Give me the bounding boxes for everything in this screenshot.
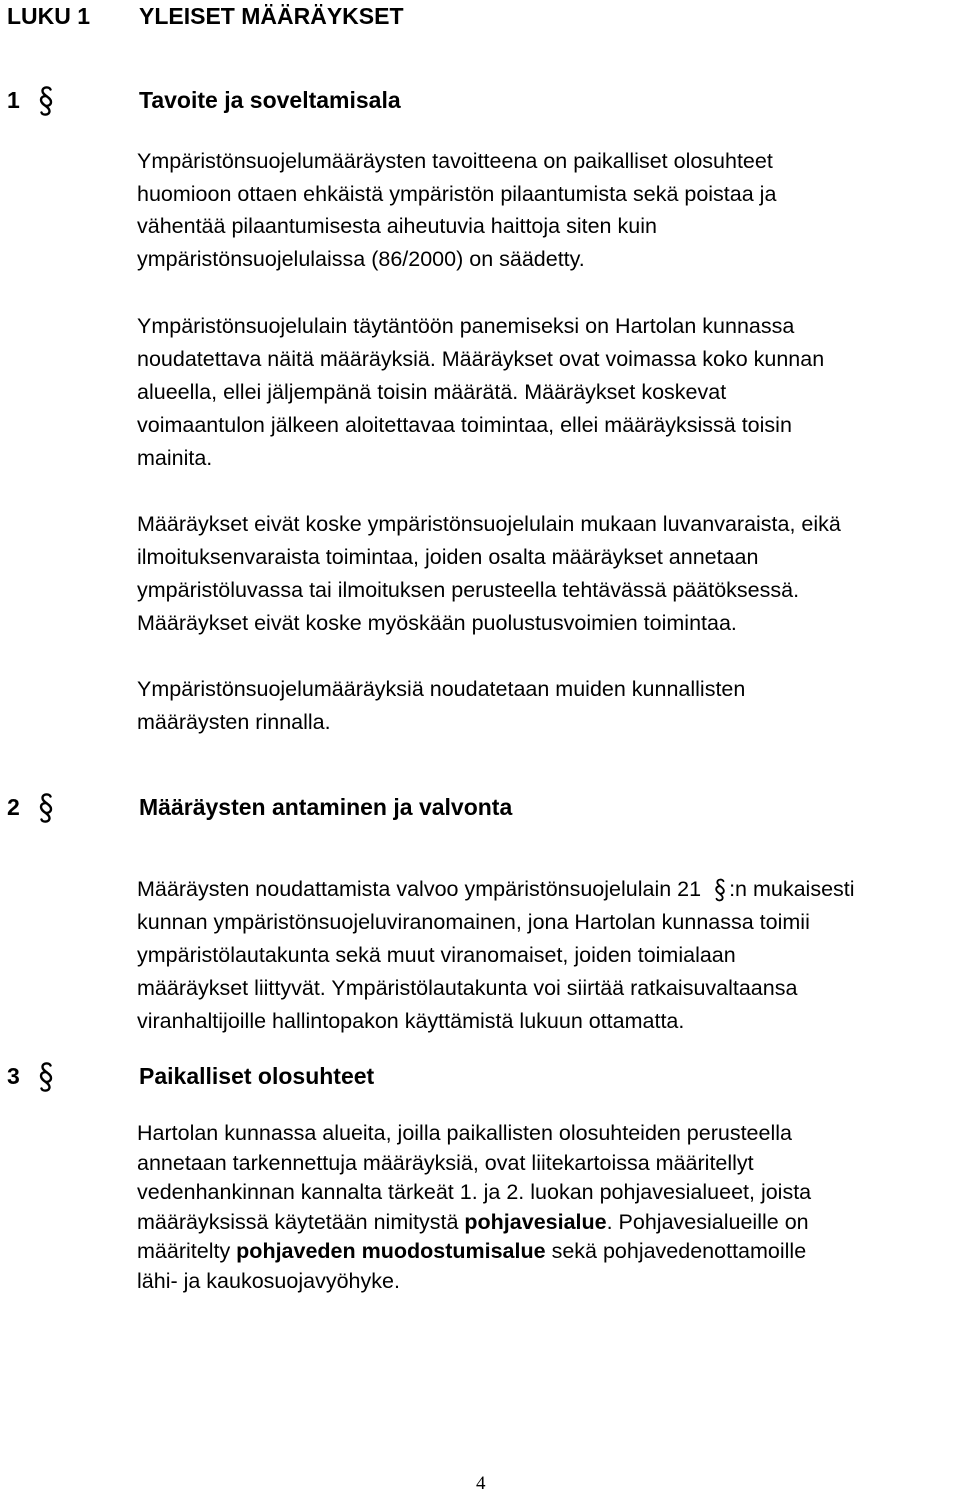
text-line [137, 1237, 811, 1267]
section-1-number: 1 [7, 87, 20, 113]
section-2-title: Määräysten antaminen ja valvonta [139, 794, 513, 820]
bold-term: pohjaveden muodostumisalue [236, 1239, 546, 1263]
text-line: Hartolan kunnassa alueita, joilla paikallisten olosuhteiden perusteella [137, 1121, 792, 1145]
text-fragment: sekä pohjavedenottamoille [545, 1239, 807, 1263]
chapter-title: YLEISET MÄÄRÄYKSET [139, 3, 404, 29]
text-line: ympäristöluvassa tai ilmoituksen perusteella tehtävässä päätöksessä. [137, 578, 800, 602]
text-line: määräykset liittyvät. Ympäristölautakunta voi siirtää ratkaisuvaltaansa [137, 976, 798, 1000]
text-line: lähi- ja kaukosuojavyöhyke. [137, 1268, 400, 1293]
text-line [137, 1208, 811, 1238]
bold-term: pohjavesialue [464, 1209, 607, 1234]
text-line: kunnan ympäristönsuojeluviranomainen, jona Hartolan kunnassa toimii [137, 910, 810, 934]
text-fragment: määritelty [137, 1239, 237, 1263]
text-fragment: määräyksissä käytetään nimitystä [137, 1209, 465, 1234]
text-fragment: Määräysten noudattamista valvoo ympäristönsuojelulain 21 [137, 877, 702, 901]
text-line: ympäristönsuojelulaissa (86/2000) on säädetty. [137, 246, 585, 271]
section-2-number: 2 [7, 794, 20, 820]
text-line: vähentää pilaantumisesta aiheutuvia haittoja siten kuin [137, 214, 657, 238]
chapter-number: LUKU 1 [7, 3, 91, 29]
text-line [137, 873, 855, 906]
section-sign-icon [38, 84, 54, 123]
text-line: määräysten rinnalla. [137, 710, 331, 734]
text-line: Määräykset eivät koske ympäristönsuojelulain mukaan luvanvaraista, eikä [137, 512, 841, 536]
text-line: mainita. [137, 446, 213, 470]
section-3-title: Paikalliset olosuhteet [139, 1063, 375, 1089]
text-line: ympäristölautakunta sekä muut viranomaiset, joiden toimialaan [137, 943, 736, 967]
text-line: viranhaltijoille hallintopakon käyttämistä lukuun ottamatta. [137, 1009, 685, 1033]
text-fragment: . Pohjavesialueille on [606, 1209, 809, 1234]
section-3-number: 3 [7, 1063, 20, 1089]
section-sign-icon [713, 877, 727, 901]
text-fragment: :n mukaisesti [729, 877, 855, 901]
section-1-title: Tavoite ja soveltamisala [139, 87, 401, 113]
text-line: ilmoituksenvaraista toimintaa, joiden osalta määräykset annetaan [137, 545, 759, 569]
paragraph [137, 145, 776, 275]
text-line: Määräykset eivät koske myöskään puolustusvoimien toimintaa. [137, 611, 737, 635]
paragraph [137, 310, 824, 475]
text-line: voimaantulon jälkeen aloitettavaa toimintaa, ellei määräyksissä toisin [137, 413, 792, 437]
text-line: Ympäristönsuojelumääräysten tavoitteena on paikalliset olosuhteet [137, 149, 773, 173]
paragraph [137, 1119, 811, 1296]
text-line: Ympäristönsuojelumääräyksiä noudatetaan muiden kunnallisten [137, 677, 746, 701]
text-line: huomioon ottaen ehkäistä ympäristön pilaantumista sekä poistaa ja [137, 181, 777, 206]
paragraph [137, 508, 841, 640]
paragraph [137, 673, 745, 739]
section-sign-icon [38, 1060, 54, 1099]
text-line: noudatettava näitä määräyksiä. Määräykset ovat voimassa koko kunnan [137, 347, 825, 371]
text-line: alueella, ellei jäljempänä toisin määrätä. Määräykset koskevat [137, 380, 727, 404]
page-number: 4 [476, 1473, 486, 1494]
text-line: Ympäristönsuojelulain täytäntöön panemiseksi on Hartolan kunnassa [137, 314, 795, 338]
section-sign-icon [38, 791, 54, 830]
paragraph [137, 873, 855, 1038]
text-line: annetaan tarkennettuja määräyksiä, ovat liitekartoissa määritellyt [137, 1150, 754, 1175]
text-line: vedenhankinnan kannalta tärkeät 1. ja 2. luokan pohjavesialueet, joista [137, 1180, 812, 1204]
